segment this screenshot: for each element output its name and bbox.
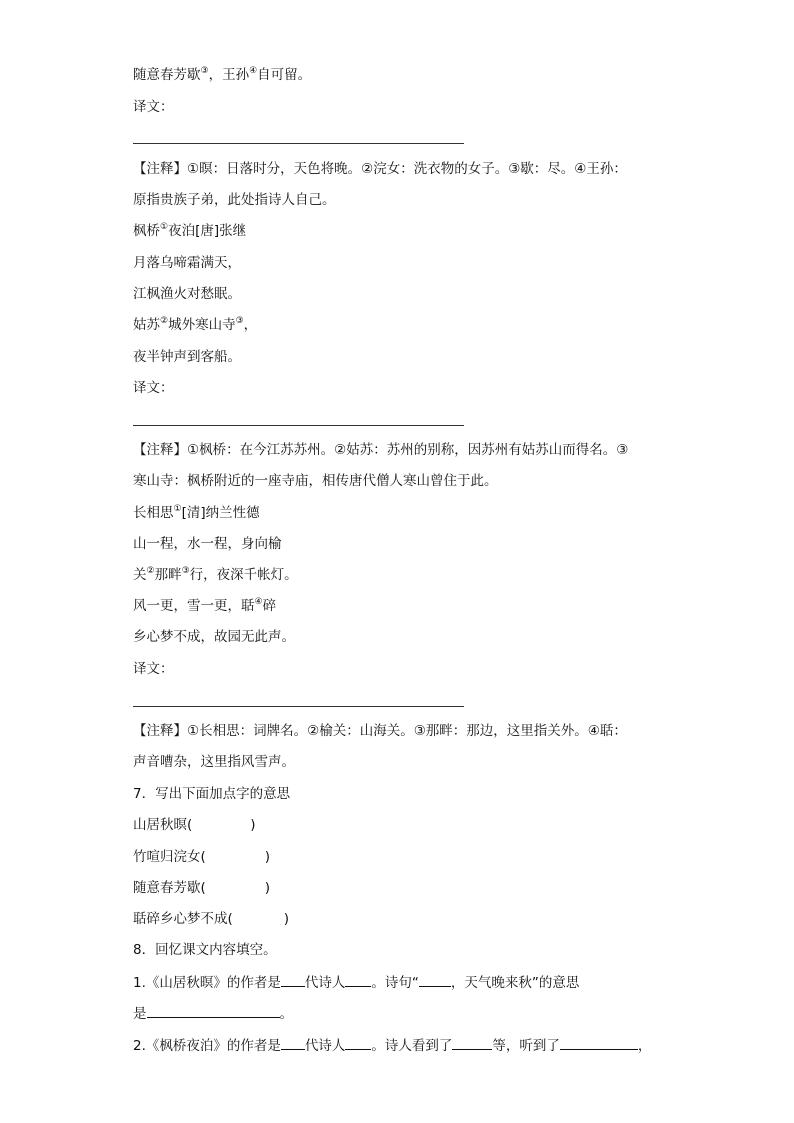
fill-item: 山居秋暝( ): [133, 817, 256, 833]
footnote-marker: ④: [254, 596, 263, 607]
poem-line: 乡心梦不成，故园无此声。: [133, 629, 295, 645]
answer-blank[interactable]: [345, 973, 371, 987]
footnote-marker: ④: [249, 65, 258, 76]
answer-blank[interactable]: [452, 1036, 492, 1050]
note-line: 原指贵族子弟，此处指诗人自己。: [133, 192, 336, 208]
translation-answer-line[interactable]: [133, 706, 464, 707]
poem-line: 风一更，雪一更，聒④碎: [133, 596, 277, 614]
note-line: 【注释】①暝：日落时分，天色将晚。②浣女：洗衣物的女子。③歇：尽。④王孙：: [133, 161, 627, 177]
note-line: 声音嘈杂，这里指风雪声。: [133, 754, 295, 770]
translation-label: 译文：: [133, 99, 174, 115]
fill-sentence: 2.《枫桥夜泊》的作者是 代诗人 。诗人看到了 等，听到了 ，: [133, 1038, 652, 1054]
answer-blank[interactable]: [281, 973, 305, 987]
translation-label: 译文：: [133, 380, 174, 396]
fill-item: 竹喧归浣女( ): [133, 849, 271, 865]
footnote-marker: ①: [160, 221, 169, 232]
footnote-marker: ②: [160, 315, 169, 326]
poem-line: 江枫渔火对愁眠。: [133, 286, 241, 302]
translation-answer-line[interactable]: [133, 143, 464, 144]
poem-title: 长相思①[清]纳兰性德: [133, 503, 260, 521]
fill-item: 聒碎乡心梦不成( ): [133, 911, 290, 927]
fill-sentence: 1.《山居秋暝》的作者是 代诗人 。诗句“ ，天气晚来秋”的意思: [133, 975, 580, 991]
poem-line: 月落乌啼霜满天，: [133, 255, 241, 271]
answer-blank[interactable]: [281, 1036, 305, 1050]
note-line: 寒山寺：枫桥附近的一座寺庙，相传唐代僧人寒山曾住于此。: [133, 473, 498, 489]
poem-title: 枫桥①夜泊[唐]张继: [133, 221, 247, 239]
answer-blank[interactable]: [345, 1036, 371, 1050]
poem-line: 关②那畔③行，夜深千帐灯。: [133, 565, 298, 583]
translation-answer-line[interactable]: [133, 425, 464, 426]
footnote-marker: ③: [181, 565, 190, 576]
question-title: 7．写出下面加点字的意思: [133, 786, 291, 802]
poem-line: 随意春芳歇③，王孙④自可留。: [133, 65, 312, 83]
translation-label: 译文：: [133, 661, 174, 677]
answer-blank[interactable]: [147, 1004, 280, 1018]
answer-blank[interactable]: [419, 973, 451, 987]
footnote-marker: ②: [146, 565, 155, 576]
answer-blank[interactable]: [560, 1036, 638, 1050]
footnote-marker: ①: [173, 503, 182, 514]
fill-item: 随意春芳歇( ): [133, 880, 271, 896]
poem-line: 山一程，水一程，身向榆: [133, 536, 282, 552]
poem-line: 夜半钟声到客船。: [133, 349, 241, 365]
note-line: 【注释】①枫桥：在今江苏苏州。②姑苏：苏州的别称，因苏州有姑苏山而得名。③: [133, 442, 629, 458]
poem-line: 姑苏②城外寒山寺③，: [133, 315, 258, 333]
fill-sentence: 是 。: [133, 1006, 293, 1022]
footnote-marker: ③: [235, 315, 244, 326]
footnote-marker: ③: [200, 65, 209, 76]
question-title: 8．回忆课文内容填空。: [133, 942, 277, 958]
note-line: 【注释】①长相思：词牌名。②榆关：山海关。③那畔：那边，这里指关外。④聒：: [133, 723, 627, 739]
